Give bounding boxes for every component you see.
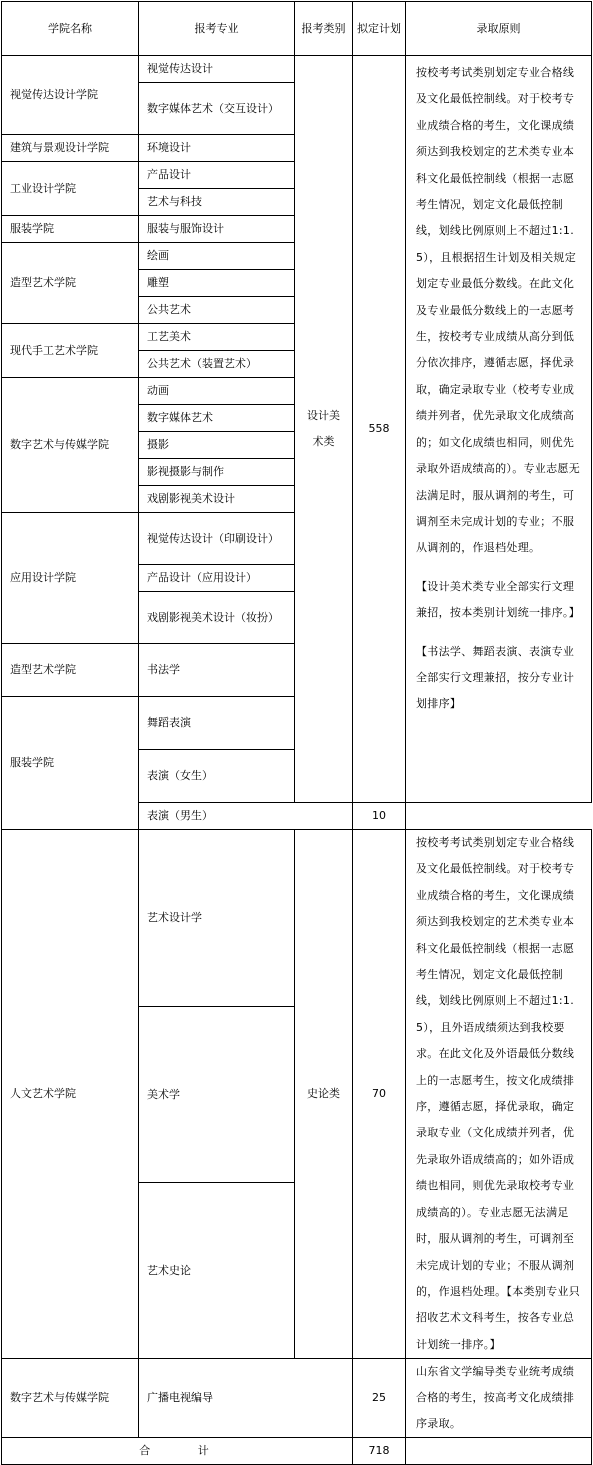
table-row bbox=[2, 830, 592, 1007]
major-cell: 视觉传达设计 bbox=[139, 56, 295, 83]
college-cell: 工业设计学院 bbox=[2, 162, 139, 216]
college-cell: 服装学院 bbox=[2, 697, 139, 830]
principle-note: 【设计美术类专业全部实行文理兼招，按本类别计划统一排序。】 bbox=[416, 579, 580, 620]
major-cell: 影视摄影与制作 bbox=[139, 459, 295, 486]
college-cell: 现代手工艺术学院 bbox=[2, 324, 139, 378]
major-cell: 艺术设计学 bbox=[139, 830, 295, 1007]
college-cell: 造型艺术学院 bbox=[2, 644, 139, 697]
principle-cell bbox=[406, 56, 592, 803]
major-cell: 广播电视编导 bbox=[139, 1359, 353, 1438]
major-cell: 表演（男生） bbox=[139, 803, 353, 830]
major-cell: 摄影 bbox=[139, 432, 295, 459]
major-cell: 动画 bbox=[139, 378, 295, 405]
total-row bbox=[2, 1438, 592, 1465]
major-cell: 服装与服饰设计 bbox=[139, 216, 295, 243]
principle-note: 【书法学、舞蹈表演、表演专业全部实行文理兼招，按分专业计划排序】 bbox=[416, 644, 575, 711]
empty-cell bbox=[406, 1438, 592, 1465]
total-label: 合 计 bbox=[2, 1438, 353, 1465]
major-cell: 产品设计 bbox=[139, 162, 295, 189]
college-cell: 视觉传达设计学院 bbox=[2, 56, 139, 135]
major-cell: 数字媒体艺术（交互设计） bbox=[139, 83, 295, 135]
major-cell: 艺术史论 bbox=[139, 1183, 295, 1359]
college-cell: 服装学院 bbox=[2, 216, 139, 243]
major-cell: 公共艺术 bbox=[139, 297, 295, 324]
major-cell: 书法学 bbox=[139, 644, 353, 697]
major-cell: 戏剧影视美术设计 bbox=[139, 486, 295, 513]
header-category: 报考类别 bbox=[295, 2, 353, 56]
major-cell: 表演（女生） bbox=[139, 750, 353, 803]
plan-cell: 10 bbox=[353, 803, 406, 830]
college-cell: 数字艺术与传媒学院 bbox=[2, 378, 139, 513]
table-row bbox=[2, 56, 592, 83]
admission-plan-table bbox=[1, 1, 592, 1465]
major-cell: 美术学 bbox=[139, 1007, 295, 1183]
principle-cell: 按校考考试类别划定专业合格线及文化最低控制线。对于校考专业成绩合格的考生，文化课成绩须达到我校划定的艺术类专业本科文化最低控制线（根据一志愿考生情况，划定文化最低控制线，划线比例原则上不超过1:1.5），且外语成绩须达到我校要求。在此文化及外语最低分数线上的一志愿考生，按文化成绩排序，遵循志愿，择优录取，确定录取专业（文化成绩并列者，优先录取外语成绩高的；如外语成绩也相同，则优先录取校考专业成绩高的）。专业志愿无法满足时，服从调剂的考生，可调剂至未完成计划的专业；不服从调剂的，作退档处理。【本类别专业只招收艺术文科考生，按各专业总计划统一排序。】 bbox=[406, 830, 592, 1359]
header-row bbox=[2, 2, 592, 56]
major-cell: 绘画 bbox=[139, 243, 295, 270]
major-cell: 雕塑 bbox=[139, 270, 295, 297]
header-major: 报考专业 bbox=[139, 2, 295, 56]
major-cell: 产品设计（应用设计） bbox=[139, 565, 295, 592]
header-plan: 拟定计划 bbox=[353, 2, 406, 56]
college-cell: 建筑与景观设计学院 bbox=[2, 135, 139, 162]
major-cell: 戏剧影视美术设计（妆扮） bbox=[139, 592, 295, 644]
header-college: 学院名称 bbox=[2, 2, 139, 56]
plan-cell: 25 bbox=[353, 1359, 406, 1438]
header-principle: 录取原则 bbox=[406, 2, 592, 56]
principle-cell: 山东省文学编导类专业统考成绩合格的考生，按高考文化成绩排序录取。 bbox=[406, 1359, 592, 1438]
major-cell: 公共艺术（装置艺术） bbox=[139, 351, 295, 378]
category-cell: 史论类 bbox=[295, 830, 353, 1359]
major-cell: 数字媒体艺术 bbox=[139, 405, 295, 432]
college-cell: 应用设计学院 bbox=[2, 513, 139, 644]
major-cell: 工艺美术 bbox=[139, 324, 295, 351]
college-cell: 人文艺术学院 bbox=[2, 830, 139, 1359]
major-cell: 舞蹈表演 bbox=[139, 697, 353, 750]
major-cell: 视觉传达设计（印刷设计） bbox=[139, 513, 295, 565]
college-cell: 造型艺术学院 bbox=[2, 243, 139, 324]
principle-text: 按校考考试类别划定专业合格线及文化最低控制线。对于校考专业成绩合格的考生，文化课成绩须达到我校划定的艺术类专业本科文化最低控制线（根据一志愿考生情况，划定文化最低控制线，划线比例原则上不超过1:1.5），且根据招生计划及相关规定划定专业最低分数线。在此文化及专业最低分数线上的一志愿考生，按校考专业成绩从高分到低分依次排序，遵循志愿，择优录取，确定录取专业（校考专业成绩并列者，优先录取文化成绩高的；如文化成绩也相同，则优先录取外语成绩高的）。专业志愿无法满足时，服从调剂的考生，可调剂至未完成计划的专业；不服从调剂的，作退档处理。 bbox=[416, 66, 580, 555]
total-value: 718 bbox=[353, 1438, 406, 1465]
table-row bbox=[2, 1359, 592, 1438]
plan-cell: 558 bbox=[353, 56, 406, 803]
category-cell: 设计美术类 bbox=[295, 56, 353, 803]
college-cell: 数字艺术与传媒学院 bbox=[2, 1359, 139, 1438]
major-cell: 艺术与科技 bbox=[139, 189, 295, 216]
major-cell: 环境设计 bbox=[139, 135, 295, 162]
plan-cell: 70 bbox=[353, 830, 406, 1359]
